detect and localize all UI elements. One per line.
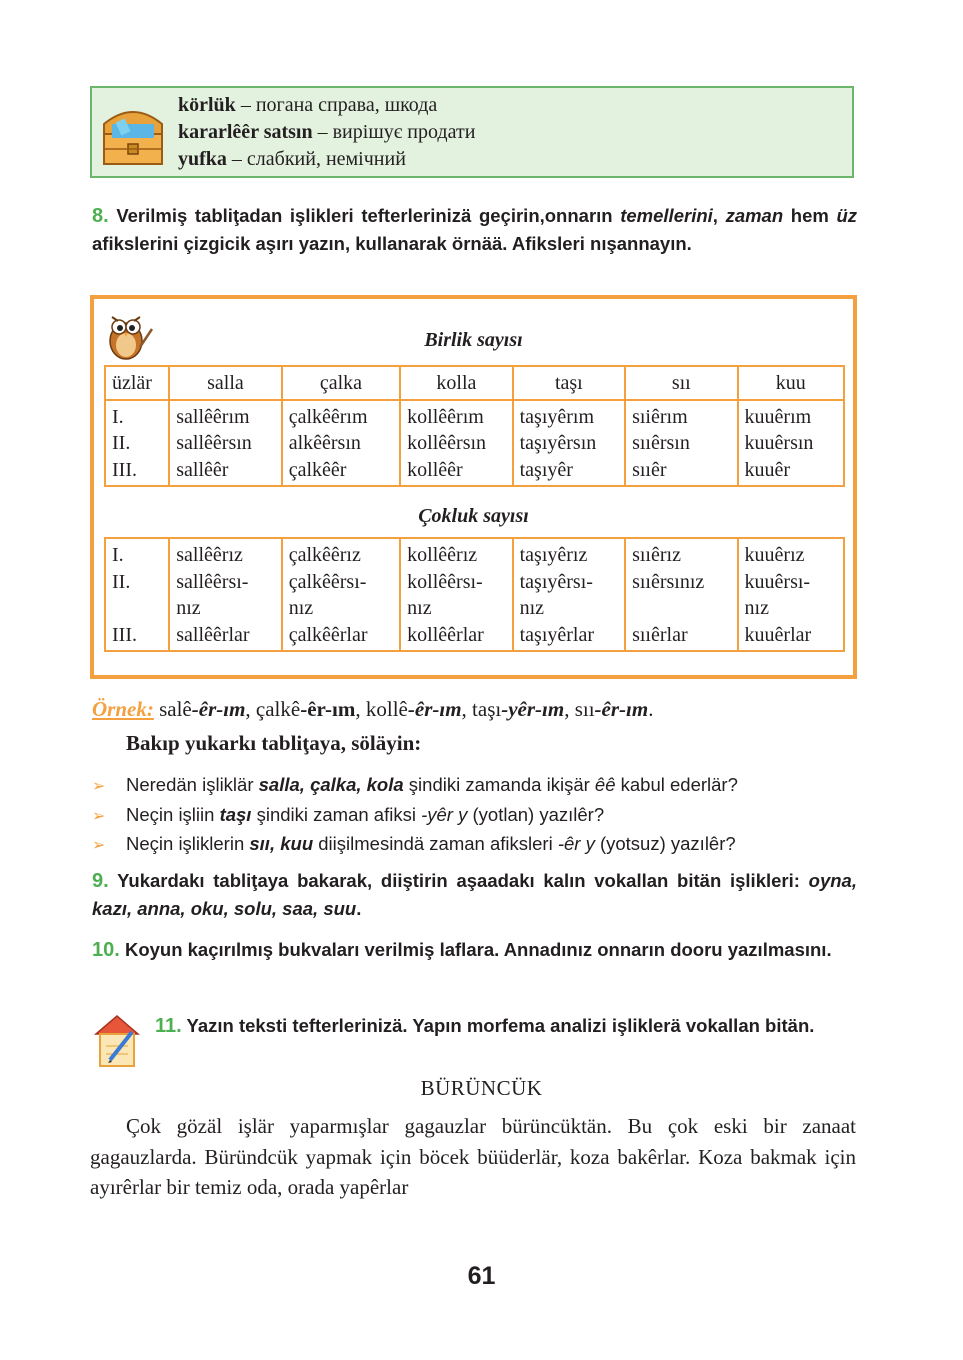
question-list (92, 771, 738, 860)
table-cell: kuuêrız kuuêrsı- nız kuuêrlar (738, 538, 844, 651)
list-item: ➢ Neçin işliklerin sıı, kuu diişilmesindä zaman afiksleri -êr y (yotsuz) yazılêr? (92, 830, 738, 860)
page-number: 61 (467, 1262, 496, 1290)
vocabulary-entry (178, 92, 475, 119)
vocabulary-term: körlük (178, 94, 236, 116)
example-affix: -êr-ım (191, 697, 246, 721)
task-number: 11. (155, 1015, 182, 1037)
example-stem: , çalkê (245, 697, 301, 721)
task-text: Koyun kaçırılmış bukvaları verilmiş laflara. Annadınız onnarın dooru yazılmasını. (119, 939, 832, 960)
example-affix: -êr-ım (407, 697, 462, 721)
header-cell: taşı (513, 366, 625, 400)
header-cell: kuu (738, 366, 844, 400)
task-text: afikslerini çizgicik aşırı yazın, kullanarak örnää. Afiksleri nışannayın. (92, 233, 692, 254)
table-cell: çalkêêrız çalkêêrsı- nız çalkêêrlar (282, 538, 400, 651)
instruction-heading: Bakıp yukarkı tabliţaya, söläyin: (126, 731, 422, 755)
header-cell: üzlär (105, 366, 169, 400)
table-cell: sıiêrım sııêrsın sııêr (625, 400, 737, 487)
example-affix: -êr-ım (594, 697, 649, 721)
conjugation-table-box (90, 295, 857, 679)
example-affix: -yêr-ım (501, 697, 565, 721)
vocabulary-translation: – погана справа, шкода (235, 94, 438, 116)
vocabulary-list (178, 92, 475, 173)
header-cell: sıı (625, 366, 737, 400)
task-text: , (712, 205, 726, 226)
vocabulary-term: yufka (178, 148, 227, 170)
task-text: Yukardakı tabliţaya bakarak, diiştirin aşaadakı kalın vokallan bitän işlikleri: (108, 870, 809, 891)
example-stem: , sıı (564, 697, 595, 721)
table-cell: sııêrız sııêrsınız sııêrlar (625, 538, 737, 651)
writing-house-icon (92, 1012, 142, 1070)
story-title: BÜRÜNCÜK (420, 1076, 543, 1100)
vocabulary-translation: – слабкий, немічний (226, 148, 406, 170)
task-text: Verilmiş tabliţadan işlikleri tefterlerinizä geçirin,onnarın (108, 205, 621, 226)
example-stem: , kollê (355, 697, 408, 721)
table-row (105, 538, 844, 651)
table-cell: kollêêrız kollêêrsı- nız kollêêrlar (400, 538, 512, 651)
list-item: ➢ Neredän işliklär salla, çalka, kola şindiki zamanda ikişär êê kabul ederlär? (92, 771, 738, 801)
example-label: Örnek: (92, 697, 154, 721)
example-affix: -êr-ım (300, 697, 356, 721)
treasure-chest-icon (98, 94, 168, 170)
vocabulary-entry (178, 146, 475, 173)
example-stem: , taşı (461, 697, 502, 721)
task-italic-term: üz (836, 205, 858, 226)
vocabulary-box (90, 86, 854, 178)
arrow-bullet-icon: ➢ (92, 837, 106, 854)
example-stem: salê (153, 697, 192, 721)
story-body (90, 1111, 856, 1203)
header-cell: salla (169, 366, 281, 400)
table-cell: çalkêêrım alkêêrsın çalkêêr (282, 400, 400, 487)
task-8 (92, 202, 857, 257)
task-italic-term: temellerini (620, 205, 713, 226)
task-text: hem (783, 205, 837, 226)
table-cell: taşıyêrım taşıyêrsın taşıyêr (513, 400, 625, 487)
table-cell: sallêêrım sallêêrsın sallêêr (169, 400, 281, 487)
task-number: 10. (92, 939, 120, 961)
task-text: Yazın teksti tefterlerinizä. Yapın morfema analizi işliklerä vokallan bitän. (181, 1015, 815, 1036)
list-item: ➢ Neçin işliin taşı şindiki zaman afiksi -yêr y (yotlan) yazılêr? (92, 801, 738, 831)
singular-caption: Birlik sayısı (424, 329, 523, 351)
example-end: . (648, 697, 654, 721)
task-italic-term: zaman (725, 205, 784, 226)
task-11 (155, 1012, 857, 1040)
table-header-row (105, 366, 844, 400)
singular-table (104, 365, 845, 487)
task-10 (92, 936, 857, 964)
task-9: 9. Yukardakı tabliţaya bakarak, diiştirin aşaadakı kalın vokallan bitän işlikleri: oyna, kazı, anna, oku, solu, saa, suu. (92, 870, 857, 919)
header-cell: kolla (400, 366, 512, 400)
vocabulary-entry (178, 119, 475, 146)
example-line (92, 697, 653, 722)
arrow-bullet-icon: ➢ (92, 778, 106, 795)
task-number: 9. (92, 870, 109, 892)
vocabulary-translation: – вирішує продати (312, 121, 476, 143)
person-cell: I. II. III. (105, 538, 169, 651)
header-cell: çalka (282, 366, 400, 400)
table-cell: kollêêrım kollêêrsın kollêêr (400, 400, 512, 487)
plural-caption: Çokluk sayısı (418, 505, 529, 527)
plural-table (104, 537, 845, 652)
vocabulary-term: kararlêêr satsın (178, 121, 313, 143)
table-cell: taşıyêrız taşıyêrsı- nız taşıyêrlar (513, 538, 625, 651)
arrow-bullet-icon: ➢ (92, 807, 106, 825)
task-number: 8. (92, 205, 109, 227)
story-paragraph: Çok gözäl işlär yaparmışlar gagauzlar bürüncüktän. Bu çok eski bir zanaat gagauzlarda. Büründcük yapmak için böcek büüderlär, koza bakêrlar. Koza bakmak için ayırêrlar bir temiz oda, orada yapêrlar (90, 1114, 856, 1199)
person-cell: I. II. III. (105, 400, 169, 487)
table-row (105, 400, 844, 487)
table-cell: sallêêrız sallêêrsı- nız sallêêrlar (169, 538, 281, 651)
task-word-list: oyna, kazı, anna, oku, solu, saa, suu (92, 870, 857, 919)
table-cell: kuuêrım kuuêrsın kuuêr (738, 400, 844, 487)
